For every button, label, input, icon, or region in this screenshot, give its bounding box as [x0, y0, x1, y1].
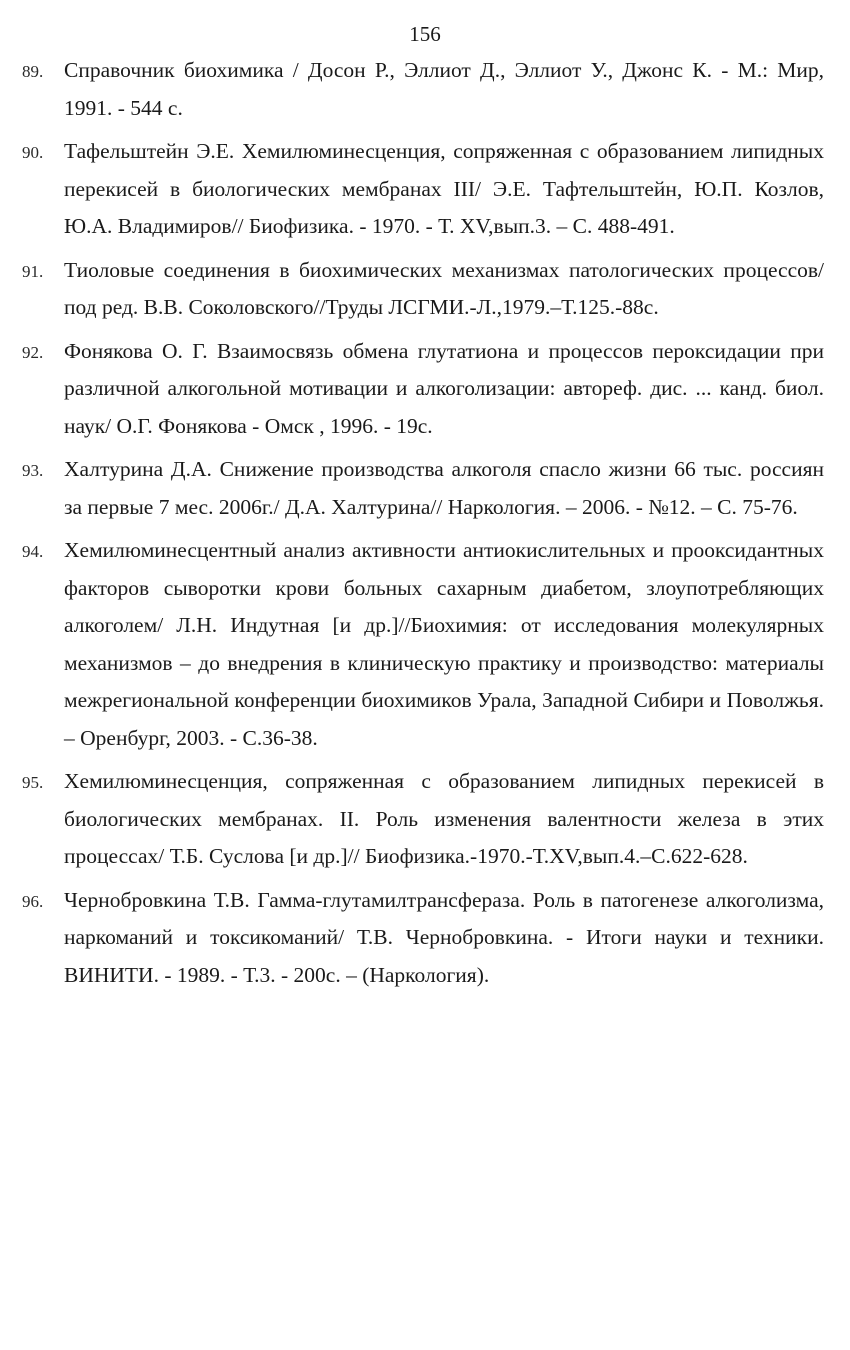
reference-item: [22, 882, 824, 995]
reference-number: 89.: [22, 62, 44, 81]
reference-number: 92.: [22, 342, 44, 362]
reference-number: 91.: [22, 261, 44, 281]
reference-number: 90.: [22, 143, 44, 162]
reference-item: [22, 451, 824, 526]
reference-number: 95.: [22, 773, 44, 792]
page-number: 156: [409, 22, 441, 46]
reference-text: Фонякова О. Г. Взаимосвязь обмена глутатиона и процессов пероксидации при различной алкогольной мотивации и алкоголизации: автореф. дис. ... канд. биол. наук/ О.Г. Фонякова - Омск , 1996. - 19с.: [64, 338, 824, 438]
reference-item: [22, 252, 824, 327]
reference-number: 96.: [22, 891, 44, 911]
reference-number: 94.: [22, 542, 44, 561]
reference-text: Хемилюминесценция, сопряженная с образованием липидных перекисей в биологических мембранах. II. Роль изменения валентности железа в этих процессах/ Т.Б. Суслова [и др.]// Биофизика.-1970.-Т.XV,вып.4.–С.622-628.: [64, 769, 824, 868]
reference-item: [22, 133, 824, 246]
reference-number: 93.: [22, 461, 44, 480]
reference-text: Справочник биохимика / Досон Р., Эллиот Д., Эллиот У., Джонс К. - М.: Мир, 1991. - 544 с.: [64, 58, 824, 120]
reference-text: Халтурина Д.А. Снижение производства алкоголя спасло жизни 66 тыс. россиян за первые 7 мес. 2006г./ Д.А. Халтурина// Наркология. – 2006. - №12. – С. 75-76.: [64, 457, 824, 519]
reference-item: [22, 763, 824, 876]
reference-text: Чернобровкина Т.В. Гамма-глутамилтрансфераза. Роль в патогенезе алкоголизма, наркоманий и токсикоманий/ Т.В. Чернобровкина. - Итоги науки и техники. ВИНИТИ. - 1989. - Т.3. - 200с. – (Наркология).: [64, 887, 824, 987]
reference-item: [22, 52, 824, 127]
reference-text: Тиоловые соединения в биохимических механизмах патологических процессов/под ред. В.В. Соколовского//Труды ЛСГМИ.-Л.,1979.–Т.125.-88с.: [64, 257, 824, 319]
reference-text: Тафельштейн Э.Е. Хемилюминесценция, сопряженная с образованием липидных перекисей в биологических мембранах III/ Э.Е. Тафтельштейн, Ю.П. Козлов, Ю.А. Владимиров// Биофизика. - 1970. - Т. XV,вып.3. – С. 488-491.: [64, 139, 824, 238]
reference-list: [22, 52, 824, 1000]
reference-item: [22, 333, 824, 446]
reference-text: Хемилюминесцентный анализ активности антиокислительных и прооксидантных факторов сыворотки крови больных сахарным диабетом, злоупотребляющих алкоголем/ Л.Н. Индутная [и др.]//Биохимия: от исследования молекулярных механизмов – до внедрения в клиническую практику и производство: материалы межрегиональной конференции биохимиков Урала, Западной Сибири и Поволжья. – Оренбург, 2003. - С.36-38.: [64, 538, 824, 750]
reference-item: [22, 532, 824, 757]
